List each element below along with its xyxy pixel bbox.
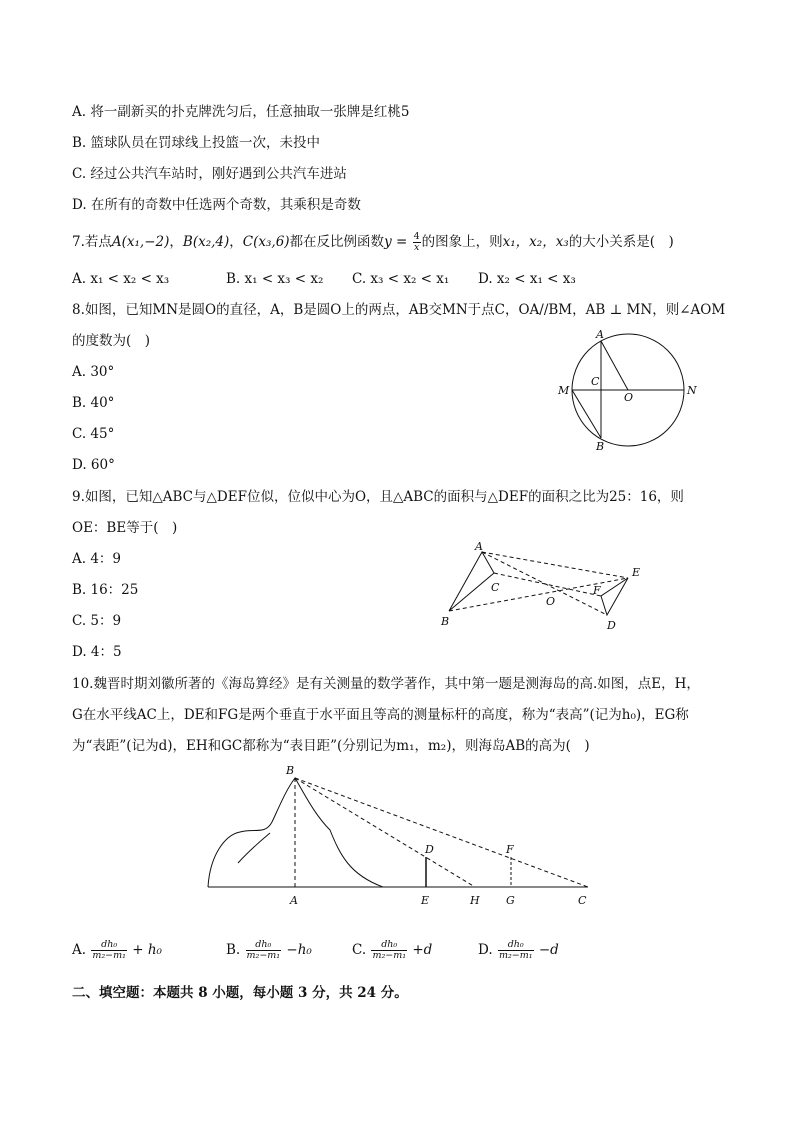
q10-option-a-den: m₂−m₁ [92,950,126,961]
q8-label-c: C [591,375,600,388]
q8-option-b: B. 40° [72,395,115,411]
q10-stem-line3: 为“表距”(记为d)，EH和GC都称为“表目距”(分别记为m₁，m₂)，则海岛AB的高为( ) [72,738,590,754]
q10-island-ridge [238,833,270,863]
q10-label-e: E [421,894,430,907]
q10-option-a-num: dh₀ [91,940,127,951]
q10-island-figure [200,760,600,910]
q10-option-b-fraction [246,940,282,961]
q10-option-b-den: m₂−m₁ [246,950,281,961]
q10-option-d-den: m₂−m₁ [498,950,533,961]
q9-label-f: F [593,584,601,597]
q9-option-b: B. 16：25 [72,582,139,598]
q9-option-a: A. 4：9 [72,551,122,567]
q10-option-b-tail: −h₀ [286,942,312,958]
q7-option-b: B. x₁ < x₃ < x₂ [226,271,324,287]
q7-stem-a: 7.若点 [72,234,112,250]
q7-option-a: A. x₁ < x₂ < x₃ [72,271,170,287]
q10-option-a [72,940,162,961]
q8-option-c: C. 45° [72,426,115,442]
q10-option-d [478,940,559,961]
q10-option-b-letter: B. [226,942,241,958]
q10-label-a: A [290,894,298,907]
q7-stem-b: 都在反比例函数 [289,234,385,250]
q8-label-a: A [596,328,604,341]
q10-option-a-letter: A. [72,942,87,958]
q10-option-d-fraction [498,940,534,961]
q6-option-c: C. 经过公共汽车站时，刚好遇到公共汽车进站 [72,166,347,182]
q8-label-n: N [687,384,697,397]
q7-point-c: C(x₃,6) [242,234,290,250]
q7-stem-c: 的图象上，则 [421,234,503,250]
q7-vars: x₁，x₂，x₃ [502,234,569,250]
q7-fn-lhs: y = [384,234,412,250]
q10-stem-line2: G在水平线AC上，DE和FG是两个垂直于水平面且等高的测量标杆的高度，称为“表高”(记为h₀)，EG称 [72,707,689,723]
q10-option-a-tail: + h₀ [132,942,162,958]
q10-label-h: H [470,894,480,907]
q7-fn-num: 4 [413,231,420,242]
q10-option-c-fraction [371,940,407,961]
q10-stem-line1: 10.魏晋时期刘徽所著的《海岛算经》是有关测量的数学著作，其中第一题是测海岛的高.如图，点E，H， [72,676,700,692]
q7-fn-fraction [413,232,421,253]
q10-label-b: B [286,764,295,777]
q6-option-a: A. 将一副新买的扑克牌洗匀后，任意抽取一张牌是红桃5 [72,104,410,120]
q10-option-c-num: dh₀ [371,940,407,951]
q9-label-d: D [607,619,616,632]
q9-stem-line2: OE：BE等于( ) [72,520,178,536]
q8-stem-line1: 8.如图，已知MN是圆O的直径，A，B是圆O上的两点，AB交MN于点C，OA//BM，AB ⊥ MN，则∠AOM [72,302,726,318]
q9-label-b: B [441,615,450,628]
q9-similar-triangles-figure [435,535,655,640]
q8-option-d: D. 60° [72,457,115,473]
q10-option-d-num: dh₀ [498,940,534,951]
q6-option-d: D. 在所有的奇数中任选两个奇数，其乘积是奇数 [72,197,361,213]
q8-option-a: A. 30° [72,364,115,380]
q8-label-b: B [596,440,605,453]
q7-fn-den: x [413,242,420,253]
q10-option-c [352,940,432,961]
q7-sep1: ， [169,234,183,250]
q10-sightline-bc [295,778,588,887]
q7-option-d: D. x₂ < x₁ < x₃ [478,271,576,287]
q9-triangle-abc [449,552,494,611]
q10-label-c: C [578,894,587,907]
q10-option-b [226,940,312,961]
q7-stem-d: 的大小关系是( ) [568,234,674,250]
q9-option-d: D. 4：5 [72,644,122,660]
q9-stem-line1: 9.如图，已知△ABC与△DEF位似，位似中心为O，且△ABC的面积与△DEF的面积之比为25：16，则 [72,489,684,505]
q9-label-o: O [546,595,556,608]
q8-segment-bm [572,390,601,438]
q8-label-o: O [624,391,634,404]
q8-circle-figure [555,325,705,455]
section2-title: 二、填空题：本题共 8 小题，每小题 3 分，共 24 分。 [72,985,408,1001]
q9-label-a: A [475,540,483,553]
q10-option-d-tail: −d [538,942,559,958]
q9-dash-ae [482,552,628,578]
q7-point-a: A(x₁,−2) [111,234,170,250]
q7-option-c: C. x₃ < x₂ < x₁ [352,271,450,287]
q8-label-m: M [558,384,570,397]
q8-segment-oa [601,341,628,390]
q10-label-g: G [506,894,515,907]
q9-triangle-def [601,578,628,615]
q9-label-c: C [491,581,500,594]
q10-option-c-den: m₂−m₁ [372,950,407,961]
q10-label-d: D [425,843,434,856]
q9-option-c: C. 5：9 [72,613,122,629]
q8-stem-line2: 的度数为( ) [72,333,151,349]
q10-option-a-fraction [91,940,127,961]
q9-label-e: E [632,566,641,579]
q7-stem [72,232,674,253]
q6-option-b: B. 篮球队员在罚球线上投篮一次，未投中 [72,135,321,151]
q10-sightline-bh [295,778,475,887]
q10-option-b-num: dh₀ [246,940,282,951]
q10-option-c-letter: C. [352,942,367,958]
q7-point-b: B(x₂,4) [182,234,230,250]
q7-sep2: ， [229,234,243,250]
q10-option-c-tail: +d [412,942,433,958]
q10-label-f: F [506,843,514,856]
q10-option-d-letter: D. [478,942,493,958]
